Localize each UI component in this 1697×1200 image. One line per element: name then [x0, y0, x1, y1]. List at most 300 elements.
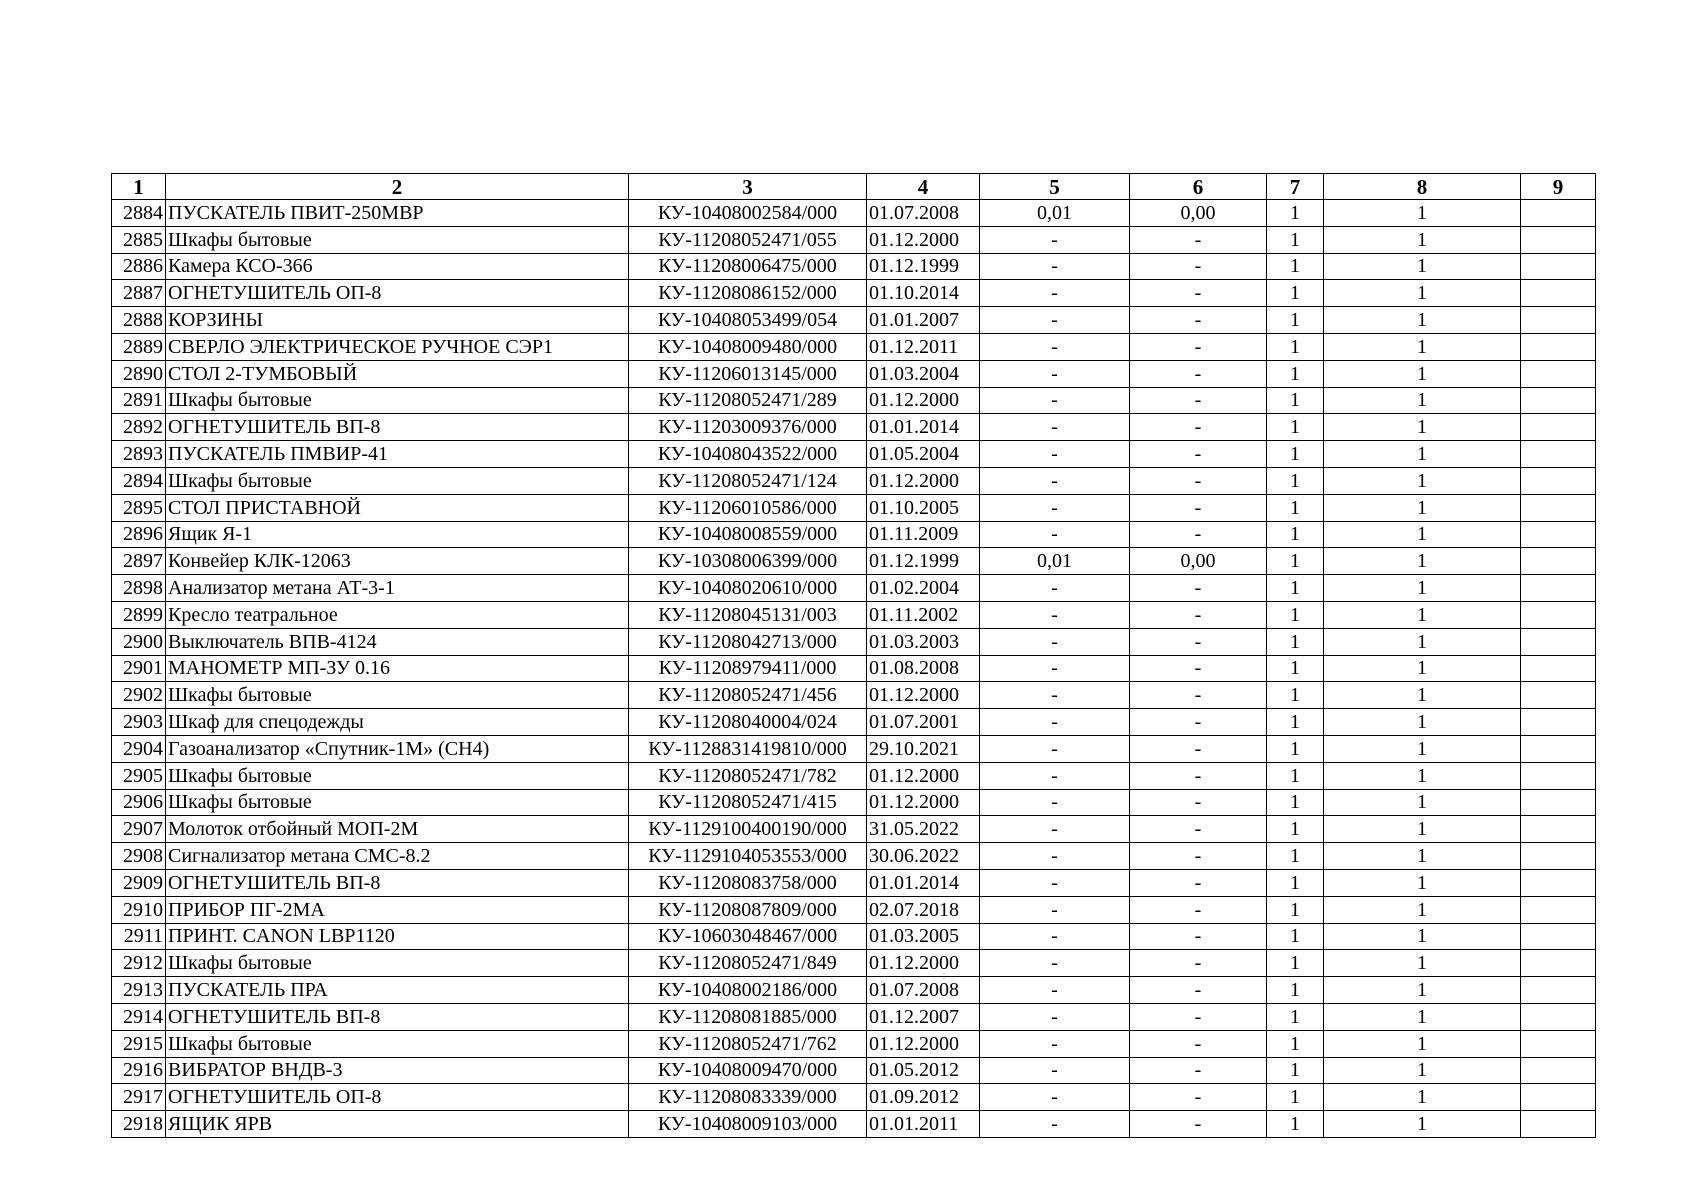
inventory-table: [111, 173, 1596, 1138]
value-cell: -: [1130, 441, 1267, 468]
quantity-cell: 1: [1324, 1084, 1521, 1111]
inventory-code-cell: КУ-11208083758/000: [629, 869, 867, 896]
quantity-cell: 1: [1324, 923, 1521, 950]
quantity-cell: 1: [1267, 869, 1324, 896]
quantity-cell: 1: [1267, 414, 1324, 441]
value-cell: -: [980, 896, 1130, 923]
date-cell: 01.08.2008: [867, 655, 980, 682]
table-row: [112, 280, 1596, 307]
row-number-cell: 2906: [112, 789, 166, 816]
date-cell: 01.12.2000: [867, 1030, 980, 1057]
empty-cell: [1521, 360, 1596, 387]
row-number-cell: 2914: [112, 1003, 166, 1030]
table-row: [112, 467, 1596, 494]
quantity-cell: 1: [1324, 628, 1521, 655]
value-cell: -: [980, 950, 1130, 977]
date-cell: 01.12.2000: [867, 682, 980, 709]
value-cell: -: [980, 441, 1130, 468]
item-name-cell: Шкафы бытовые: [166, 789, 629, 816]
empty-cell: [1521, 923, 1596, 950]
value-cell: -: [1130, 1003, 1267, 1030]
quantity-cell: 1: [1267, 521, 1324, 548]
date-cell: 01.09.2012: [867, 1084, 980, 1111]
row-number-cell: 2897: [112, 548, 166, 575]
item-name-cell: Шкафы бытовые: [166, 387, 629, 414]
empty-cell: [1521, 333, 1596, 360]
row-number-cell: 2899: [112, 601, 166, 628]
table-row: [112, 226, 1596, 253]
row-number-cell: 2898: [112, 575, 166, 602]
quantity-cell: 1: [1267, 467, 1324, 494]
date-cell: 01.10.2005: [867, 494, 980, 521]
empty-cell: [1521, 1057, 1596, 1084]
inventory-code-cell: КУ-11208052471/124: [629, 467, 867, 494]
date-cell: 01.03.2005: [867, 923, 980, 950]
value-cell: -: [1130, 923, 1267, 950]
empty-cell: [1521, 628, 1596, 655]
quantity-cell: 1: [1267, 360, 1324, 387]
value-cell: -: [1130, 789, 1267, 816]
empty-cell: [1521, 709, 1596, 736]
value-cell: -: [980, 253, 1130, 280]
item-name-cell: ПУСКАТЕЛЬ ПМВИР-41: [166, 441, 629, 468]
table-row: [112, 494, 1596, 521]
item-name-cell: Шкафы бытовые: [166, 682, 629, 709]
value-cell: -: [1130, 521, 1267, 548]
quantity-cell: 1: [1324, 280, 1521, 307]
date-cell: 01.03.2003: [867, 628, 980, 655]
empty-cell: [1521, 682, 1596, 709]
quantity-cell: 1: [1267, 441, 1324, 468]
item-name-cell: ОГНЕТУШИТЕЛЬ ОП-8: [166, 280, 629, 307]
quantity-cell: 1: [1267, 923, 1324, 950]
empty-cell: [1521, 575, 1596, 602]
inventory-code-cell: КУ-11208052471/055: [629, 226, 867, 253]
value-cell: -: [980, 869, 1130, 896]
item-name-cell: Выключатель ВПВ-4124: [166, 628, 629, 655]
row-number-cell: 2891: [112, 387, 166, 414]
quantity-cell: 1: [1267, 950, 1324, 977]
value-cell: -: [980, 575, 1130, 602]
value-cell: -: [1130, 494, 1267, 521]
empty-cell: [1521, 253, 1596, 280]
value-cell: -: [1130, 628, 1267, 655]
quantity-cell: 1: [1324, 521, 1521, 548]
table-row: [112, 1084, 1596, 1111]
date-cell: 01.07.2008: [867, 977, 980, 1004]
item-name-cell: ОГНЕТУШИТЕЛЬ ВП-8: [166, 414, 629, 441]
item-name-cell: Конвейер КЛК-12063: [166, 548, 629, 575]
date-cell: 01.12.1999: [867, 253, 980, 280]
column-header: 8: [1324, 174, 1521, 200]
value-cell: -: [1130, 253, 1267, 280]
quantity-cell: 1: [1324, 896, 1521, 923]
row-number-cell: 2908: [112, 843, 166, 870]
inventory-code-cell: КУ-1128831419810/000: [629, 735, 867, 762]
table-row: [112, 387, 1596, 414]
value-cell: -: [1130, 333, 1267, 360]
date-cell: 01.02.2004: [867, 575, 980, 602]
value-cell: -: [980, 307, 1130, 334]
table-row: [112, 441, 1596, 468]
date-cell: 31.05.2022: [867, 816, 980, 843]
empty-cell: [1521, 869, 1596, 896]
quantity-cell: 1: [1324, 1030, 1521, 1057]
empty-cell: [1521, 1003, 1596, 1030]
empty-cell: [1521, 414, 1596, 441]
quantity-cell: 1: [1324, 226, 1521, 253]
inventory-code-cell: КУ-11208087809/000: [629, 896, 867, 923]
inventory-code-cell: КУ-11208086152/000: [629, 280, 867, 307]
inventory-code-cell: КУ-11208052471/849: [629, 950, 867, 977]
empty-cell: [1521, 494, 1596, 521]
value-cell: -: [1130, 869, 1267, 896]
inventory-code-cell: КУ-11208052471/782: [629, 762, 867, 789]
value-cell: -: [1130, 575, 1267, 602]
item-name-cell: ОГНЕТУШИТЕЛЬ ВП-8: [166, 1003, 629, 1030]
item-name-cell: Кресло театральное: [166, 601, 629, 628]
row-number-cell: 2916: [112, 1057, 166, 1084]
value-cell: 0,00: [1130, 200, 1267, 227]
date-cell: 30.06.2022: [867, 843, 980, 870]
quantity-cell: 1: [1324, 735, 1521, 762]
quantity-cell: 1: [1324, 789, 1521, 816]
table-row: [112, 1057, 1596, 1084]
empty-cell: [1521, 1084, 1596, 1111]
item-name-cell: МАНОМЕТР МП-ЗУ 0.16: [166, 655, 629, 682]
empty-cell: [1521, 387, 1596, 414]
column-header: 9: [1521, 174, 1596, 200]
inventory-code-cell: КУ-11208052471/456: [629, 682, 867, 709]
row-number-cell: 2900: [112, 628, 166, 655]
table-row: [112, 548, 1596, 575]
item-name-cell: СТОЛ ПРИСТАВНОЙ: [166, 494, 629, 521]
row-number-cell: 2917: [112, 1084, 166, 1111]
item-name-cell: ЯЩИК ЯРВ: [166, 1111, 629, 1138]
empty-cell: [1521, 816, 1596, 843]
value-cell: -: [980, 789, 1130, 816]
table-row: [112, 1030, 1596, 1057]
empty-cell: [1521, 601, 1596, 628]
value-cell: -: [980, 521, 1130, 548]
value-cell: -: [1130, 762, 1267, 789]
date-cell: 01.11.2002: [867, 601, 980, 628]
table-row: [112, 307, 1596, 334]
value-cell: -: [1130, 816, 1267, 843]
inventory-code-cell: КУ-10408043522/000: [629, 441, 867, 468]
quantity-cell: 1: [1324, 843, 1521, 870]
value-cell: -: [1130, 843, 1267, 870]
value-cell: -: [980, 1057, 1130, 1084]
quantity-cell: 1: [1324, 333, 1521, 360]
row-number-cell: 2896: [112, 521, 166, 548]
inventory-code-cell: КУ-11208081885/000: [629, 1003, 867, 1030]
quantity-cell: 1: [1267, 709, 1324, 736]
item-name-cell: Шкафы бытовые: [166, 950, 629, 977]
value-cell: -: [980, 923, 1130, 950]
value-cell: -: [1130, 1084, 1267, 1111]
quantity-cell: 1: [1324, 414, 1521, 441]
row-number-cell: 2886: [112, 253, 166, 280]
column-header: 7: [1267, 174, 1324, 200]
empty-cell: [1521, 950, 1596, 977]
item-name-cell: Сигнализатор метана СМС-8.2: [166, 843, 629, 870]
quantity-cell: 1: [1267, 1057, 1324, 1084]
empty-cell: [1521, 307, 1596, 334]
table-row: [112, 762, 1596, 789]
table-row: [112, 200, 1596, 227]
column-header: 2: [166, 174, 629, 200]
value-cell: -: [980, 494, 1130, 521]
value-cell: -: [980, 333, 1130, 360]
quantity-cell: 1: [1267, 601, 1324, 628]
inventory-code-cell: КУ-10408009470/000: [629, 1057, 867, 1084]
quantity-cell: 1: [1324, 977, 1521, 1004]
empty-cell: [1521, 1030, 1596, 1057]
item-name-cell: Ящик Я-1: [166, 521, 629, 548]
table-row: [112, 601, 1596, 628]
header-row: [112, 174, 1596, 200]
value-cell: 0,01: [980, 548, 1130, 575]
item-name-cell: ПУСКАТЕЛЬ ПВИТ-250МВР: [166, 200, 629, 227]
inventory-code-cell: КУ-10408002584/000: [629, 200, 867, 227]
row-number-cell: 2894: [112, 467, 166, 494]
value-cell: -: [980, 467, 1130, 494]
item-name-cell: Шкафы бытовые: [166, 1030, 629, 1057]
quantity-cell: 1: [1324, 1111, 1521, 1138]
value-cell: -: [980, 1111, 1130, 1138]
item-name-cell: Шкафы бытовые: [166, 762, 629, 789]
date-cell: 01.11.2009: [867, 521, 980, 548]
row-number-cell: 2911: [112, 923, 166, 950]
value-cell: -: [1130, 682, 1267, 709]
table-row: [112, 655, 1596, 682]
inventory-code-cell: КУ-11208006475/000: [629, 253, 867, 280]
date-cell: 02.07.2018: [867, 896, 980, 923]
empty-cell: [1521, 896, 1596, 923]
empty-cell: [1521, 762, 1596, 789]
row-number-cell: 2902: [112, 682, 166, 709]
date-cell: 01.12.2000: [867, 387, 980, 414]
quantity-cell: 1: [1267, 307, 1324, 334]
date-cell: 01.05.2012: [867, 1057, 980, 1084]
quantity-cell: 1: [1267, 575, 1324, 602]
date-cell: 01.12.2000: [867, 467, 980, 494]
row-number-cell: 2885: [112, 226, 166, 253]
table-row: [112, 923, 1596, 950]
inventory-code-cell: КУ-1129100400190/000: [629, 816, 867, 843]
inventory-code-cell: КУ-11208052471/415: [629, 789, 867, 816]
table-row: [112, 521, 1596, 548]
quantity-cell: 1: [1324, 200, 1521, 227]
quantity-cell: 1: [1267, 762, 1324, 789]
item-name-cell: Газоанализатор «Спутник-1М» (СН4): [166, 735, 629, 762]
value-cell: -: [1130, 414, 1267, 441]
quantity-cell: 1: [1324, 950, 1521, 977]
table-row: [112, 333, 1596, 360]
inventory-code-cell: КУ-11206010586/000: [629, 494, 867, 521]
quantity-cell: 1: [1267, 280, 1324, 307]
value-cell: -: [1130, 1030, 1267, 1057]
row-number-cell: 2890: [112, 360, 166, 387]
value-cell: -: [980, 762, 1130, 789]
value-cell: -: [980, 226, 1130, 253]
value-cell: -: [980, 1003, 1130, 1030]
empty-cell: [1521, 789, 1596, 816]
date-cell: 01.12.1999: [867, 548, 980, 575]
table-row: [112, 950, 1596, 977]
quantity-cell: 1: [1267, 200, 1324, 227]
empty-cell: [1521, 843, 1596, 870]
column-header: 1: [112, 174, 166, 200]
quantity-cell: 1: [1324, 1057, 1521, 1084]
empty-cell: [1521, 548, 1596, 575]
quantity-cell: 1: [1324, 548, 1521, 575]
empty-cell: [1521, 280, 1596, 307]
table-row: [112, 977, 1596, 1004]
date-cell: 01.07.2001: [867, 709, 980, 736]
inventory-code-cell: КУ-10308006399/000: [629, 548, 867, 575]
row-number-cell: 2892: [112, 414, 166, 441]
date-cell: 01.03.2004: [867, 360, 980, 387]
row-number-cell: 2913: [112, 977, 166, 1004]
quantity-cell: 1: [1267, 896, 1324, 923]
quantity-cell: 1: [1267, 977, 1324, 1004]
quantity-cell: 1: [1324, 494, 1521, 521]
empty-cell: [1521, 200, 1596, 227]
item-name-cell: СТОЛ 2-ТУМБОВЫЙ: [166, 360, 629, 387]
quantity-cell: 1: [1324, 601, 1521, 628]
quantity-cell: 1: [1324, 575, 1521, 602]
date-cell: 01.01.2007: [867, 307, 980, 334]
row-number-cell: 2903: [112, 709, 166, 736]
table-row: [112, 360, 1596, 387]
column-header: 5: [980, 174, 1130, 200]
value-cell: -: [1130, 387, 1267, 414]
inventory-code-cell: КУ-11208040004/024: [629, 709, 867, 736]
date-cell: 01.05.2004: [867, 441, 980, 468]
value-cell: -: [1130, 735, 1267, 762]
table-row: [112, 253, 1596, 280]
row-number-cell: 2907: [112, 816, 166, 843]
value-cell: -: [980, 735, 1130, 762]
item-name-cell: ПРИБОР ПГ-2МА: [166, 896, 629, 923]
empty-cell: [1521, 735, 1596, 762]
item-name-cell: ПРИНТ. CANON LBP1120: [166, 923, 629, 950]
empty-cell: [1521, 1111, 1596, 1138]
value-cell: -: [1130, 601, 1267, 628]
quantity-cell: 1: [1267, 1111, 1324, 1138]
date-cell: 29.10.2021: [867, 735, 980, 762]
inventory-code-cell: КУ-10408053499/054: [629, 307, 867, 334]
inventory-code-cell: КУ-11208083339/000: [629, 1084, 867, 1111]
quantity-cell: 1: [1324, 441, 1521, 468]
value-cell: -: [980, 414, 1130, 441]
row-number-cell: 2912: [112, 950, 166, 977]
item-name-cell: ПУСКАТЕЛЬ ПРА: [166, 977, 629, 1004]
quantity-cell: 1: [1267, 387, 1324, 414]
quantity-cell: 1: [1324, 253, 1521, 280]
value-cell: -: [980, 280, 1130, 307]
item-name-cell: Молоток отбойный МОП-2М: [166, 816, 629, 843]
inventory-code-cell: КУ-11208042713/000: [629, 628, 867, 655]
row-number-cell: 2888: [112, 307, 166, 334]
quantity-cell: 1: [1324, 467, 1521, 494]
item-name-cell: КОРЗИНЫ: [166, 307, 629, 334]
date-cell: 01.12.2011: [867, 333, 980, 360]
value-cell: -: [1130, 977, 1267, 1004]
value-cell: -: [1130, 896, 1267, 923]
table-row: [112, 682, 1596, 709]
row-number-cell: 2904: [112, 735, 166, 762]
value-cell: -: [980, 1030, 1130, 1057]
quantity-cell: 1: [1267, 1030, 1324, 1057]
quantity-cell: 1: [1324, 360, 1521, 387]
value-cell: -: [980, 601, 1130, 628]
inventory-code-cell: КУ-11206013145/000: [629, 360, 867, 387]
value-cell: 0,00: [1130, 548, 1267, 575]
value-cell: -: [1130, 709, 1267, 736]
row-number-cell: 2918: [112, 1111, 166, 1138]
date-cell: 01.12.2000: [867, 789, 980, 816]
table-row: [112, 869, 1596, 896]
row-number-cell: 2915: [112, 1030, 166, 1057]
value-cell: -: [980, 360, 1130, 387]
quantity-cell: 1: [1267, 1003, 1324, 1030]
table-row: [112, 896, 1596, 923]
value-cell: -: [1130, 1057, 1267, 1084]
date-cell: 01.10.2014: [867, 280, 980, 307]
quantity-cell: 1: [1267, 816, 1324, 843]
value-cell: -: [1130, 280, 1267, 307]
inventory-code-cell: КУ-1129104053553/000: [629, 843, 867, 870]
item-name-cell: ОГНЕТУШИТЕЛЬ ВП-8: [166, 869, 629, 896]
quantity-cell: 1: [1324, 762, 1521, 789]
item-name-cell: Шкафы бытовые: [166, 226, 629, 253]
date-cell: 01.12.2000: [867, 950, 980, 977]
item-name-cell: Шкаф для спецодежды: [166, 709, 629, 736]
row-number-cell: 2901: [112, 655, 166, 682]
inventory-code-cell: КУ-11208052471/289: [629, 387, 867, 414]
column-header: 3: [629, 174, 867, 200]
value-cell: -: [980, 387, 1130, 414]
value-cell: -: [980, 843, 1130, 870]
quantity-cell: 1: [1324, 709, 1521, 736]
value-cell: -: [980, 682, 1130, 709]
quantity-cell: 1: [1267, 843, 1324, 870]
value-cell: -: [980, 816, 1130, 843]
quantity-cell: 1: [1267, 333, 1324, 360]
inventory-code-cell: КУ-11203009376/000: [629, 414, 867, 441]
value-cell: -: [1130, 360, 1267, 387]
quantity-cell: 1: [1324, 655, 1521, 682]
quantity-cell: 1: [1267, 682, 1324, 709]
inventory-code-cell: КУ-10408009480/000: [629, 333, 867, 360]
quantity-cell: 1: [1324, 682, 1521, 709]
value-cell: 0,01: [980, 200, 1130, 227]
quantity-cell: 1: [1267, 628, 1324, 655]
empty-cell: [1521, 226, 1596, 253]
quantity-cell: 1: [1267, 494, 1324, 521]
value-cell: -: [1130, 226, 1267, 253]
quantity-cell: 1: [1267, 735, 1324, 762]
value-cell: -: [980, 709, 1130, 736]
value-cell: -: [980, 1084, 1130, 1111]
date-cell: 01.12.2000: [867, 226, 980, 253]
table-row: [112, 1003, 1596, 1030]
row-number-cell: 2889: [112, 333, 166, 360]
date-cell: 01.01.2011: [867, 1111, 980, 1138]
